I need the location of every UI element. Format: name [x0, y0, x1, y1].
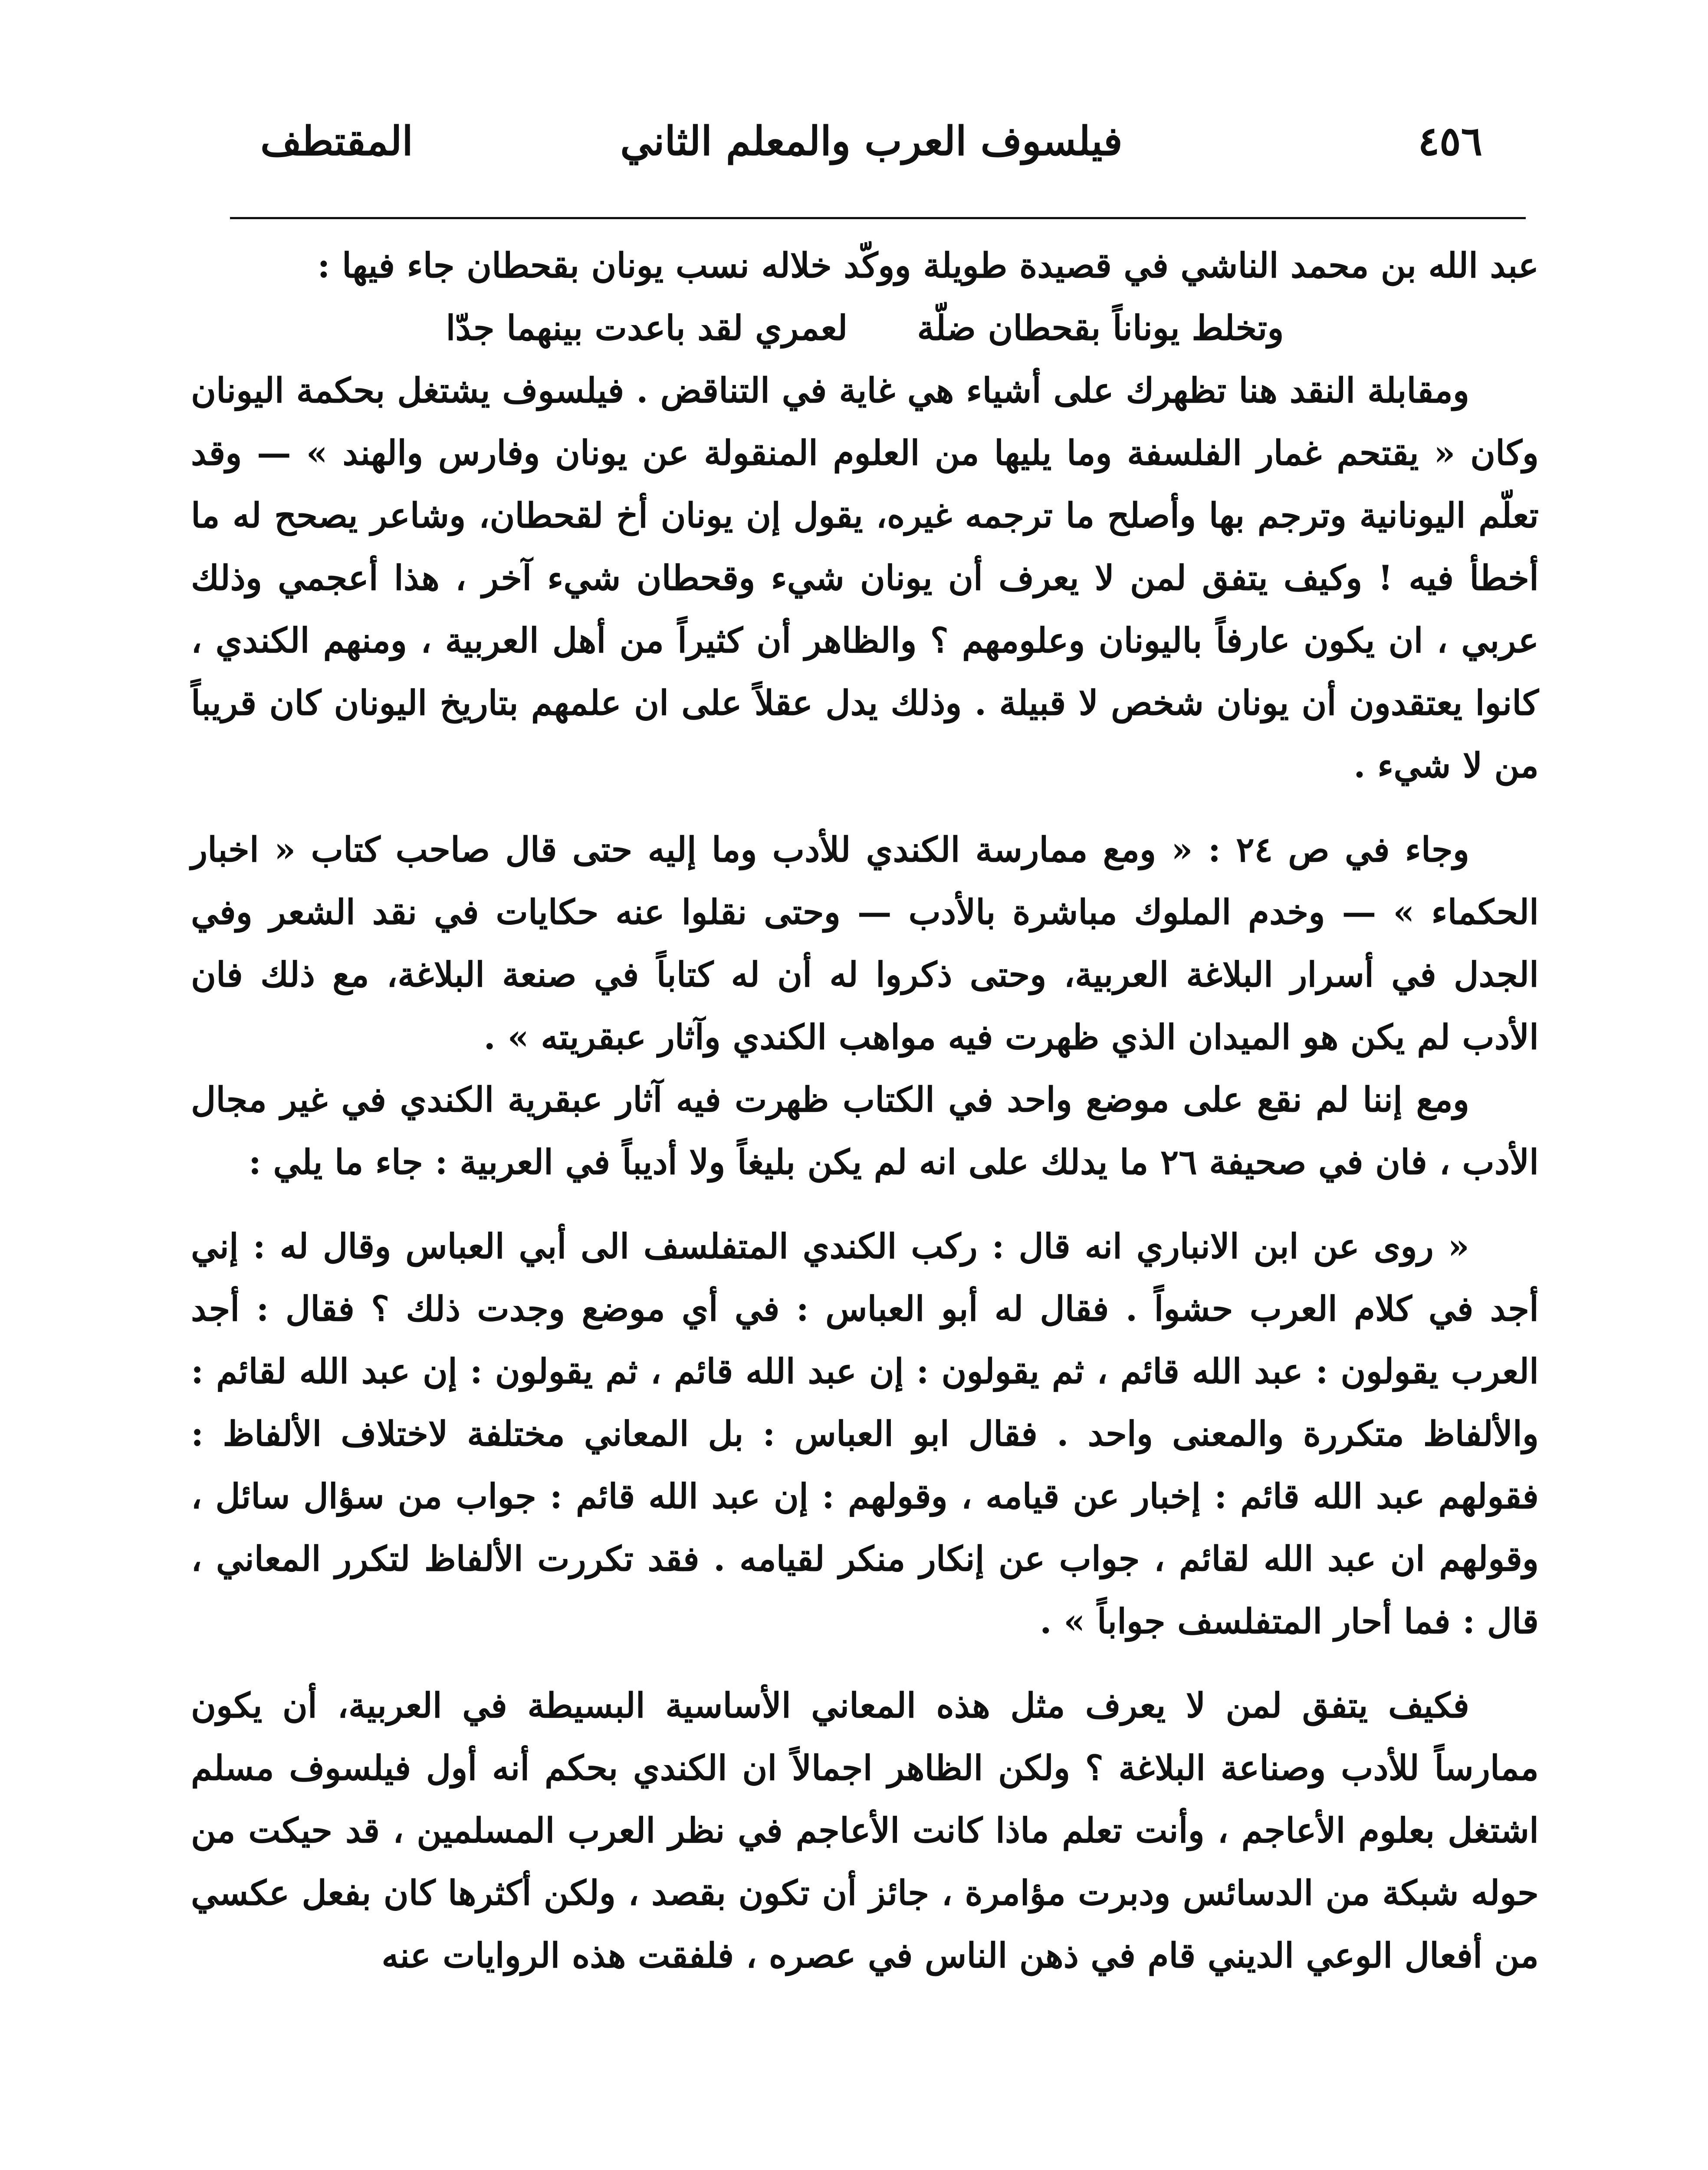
running-title: فيلسوف العرب والمعلم الثاني	[620, 118, 1123, 164]
paragraph-3: وجاء في ص ٢٤ : « ومع ممارسة الكندي للأدب وما إليه حتى قال صاحب كتاب « اخبار الحكماء » — وخدم الملوك مباشرة بالأدب — وحتى نقلوا عنه حكايات في نقد الشعر وفي الجدل في أسرار البلاغة العربية، وحتى ذكروا له أن له كتاباً في صنعة البلاغة، مع ذلك فان الأدب لم يكن هو الميدان الذي ظهرت فيه مواهب الكندي وآثار عبقريته » .	[191, 829, 1539, 1057]
verse-hemistich-1: وتخلط يوناناً بقحطان ضلّة	[917, 308, 1284, 348]
page-number: ٤٥٦	[1418, 118, 1482, 164]
poem-verse	[191, 297, 1539, 359]
header-rule	[230, 217, 1526, 219]
paragraph-2: ومقابلة النقد هنا تظهرك على أشياء هي غاية في التناقض . فيلسوف يشتغل بحكمة اليونان وكان « يقتحم غمار الفلسفة وما يليها من العلوم المنقولة عن يونان وفارس والهند » — وقد تعلّم اليونانية وترجم بها وأصلح ما ترجمه غيره، يقول إن يونان أخ لقحطان، وشاعر يصحح له ما أخطأ فيه ! وكيف يتفق لمن لا يعرف أن يونان شيء وقحطان شيء آخر ، هذا أعجمي وذلك عربي ، ان يكون عارفاً باليونان وعلومهم ؟ والظاهر أن كثيراً من أهل العربية ، ومنهم الكندي ، كانوا يعتقدون أن يونان شخص لا قبيلة . وذلك يدل عقلاً على ان علمهم بتاريخ اليونان كان قريباً من لا شيء .	[191, 370, 1539, 786]
journal-name: المقتطف	[260, 118, 413, 164]
body-text	[191, 234, 1539, 2170]
paragraph-6: فكيف يتفق لمن لا يعرف مثل هذه المعاني الأساسية البسيطة في العربية، أن يكون ممارساً للأدب وصناعة البلاغة ؟ ولكن الظاهر اجمالاً ان الكندي بحكم أنه أول فيلسوف مسلم اشتغل بعلوم الأعاجم ، وأنت تعلم ماذا كانت الأعاجم في نظر العرب المسلمين ، قد حيكت من حوله شبكة من الدسائس ودبرت مؤامرة ، جائز أن تكون بقصد ، ولكن أكثرها كان بفعل عكسي من أفعال الوعي الديني قام في ذهن الناس في عصره ، فلفقت هذه الروايات عنه	[191, 1685, 1539, 1976]
paragraph-4: ومع إننا لم نقع على موضع واحد في الكتاب ظهرت فيه آثار عبقرية الكندي في غير مجال الأدب ، فان في صحيفة ٢٦ ما يدلك على انه لم يكن بليغاً ولا أديباً في العربية : جاء ما يلي :	[191, 1079, 1539, 1182]
verse-hemistich-2: لعمري لقد باعدت بينهما جدّا	[446, 308, 848, 348]
running-header	[260, 111, 1482, 184]
quotation-paragraph: « روى عن ابن الانباري انه قال : ركب الكندي المتفلسف الى أبي العباس وقال له : إني أجد في كلام العرب حشواً . فقال له أبو العباس : في أي موضع وجدت ذلك ؟ فقال : أجد العرب يقولون : عبد الله قائم ، ثم يقولون : إن عبد الله قائم ، ثم يقولون : إن عبد الله لقائم : والألفاظ متكررة والمعنى واحد . فقال ابو العباس : بل المعاني مختلفة لاختلاف الألفاظ : فقولهم عبد الله قائم : إخبار عن قيامه ، وقولهم : إن عبد الله قائم : جواب من سؤال سائل ، وقولهم ان عبد الله لقائم ، جواب عن إنكار منكر لقيامه . فقد تكررت الألفاظ لتكرر المعاني ، قال : فما أحار المتفلسف جواباً » .	[191, 1226, 1539, 1641]
paragraph-1: عبد الله بن محمد الناشي في قصيدة طويلة ووكّد خلاله نسب يونان بقحطان جاء فيها :	[317, 245, 1539, 286]
